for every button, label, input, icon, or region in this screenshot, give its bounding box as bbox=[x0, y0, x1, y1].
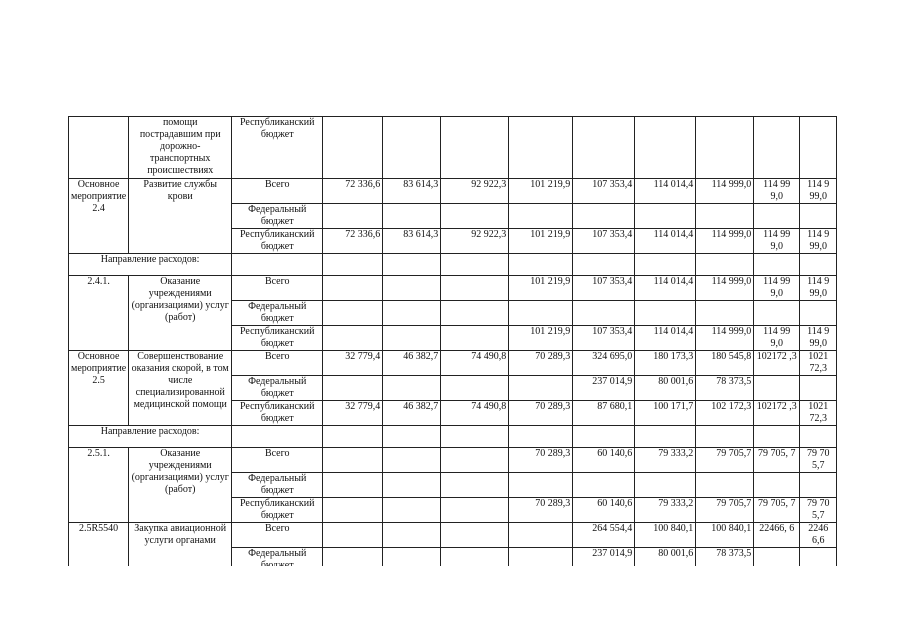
value-cell: 237 014,9 bbox=[573, 376, 635, 401]
event-name: Оказание учреждениями (организациями) услуг (работ) bbox=[129, 448, 232, 523]
page-bottom-margin bbox=[0, 566, 905, 640]
table-cell bbox=[800, 254, 837, 276]
value-cell: 87 680,1 bbox=[573, 401, 635, 426]
value-cell bbox=[441, 204, 509, 229]
value-cell bbox=[383, 204, 441, 229]
event-code: 2.5.1. bbox=[69, 448, 129, 523]
value-cell: 107 353,4 bbox=[573, 179, 635, 204]
value-cell bbox=[800, 301, 837, 326]
value-cell bbox=[696, 473, 754, 498]
value-cell bbox=[696, 301, 754, 326]
value-cell bbox=[383, 498, 441, 523]
funding-source: Всего bbox=[232, 523, 323, 548]
value-cell bbox=[323, 117, 383, 179]
table-cell bbox=[232, 254, 323, 276]
value-cell: 22466, 6 bbox=[754, 523, 800, 548]
value-cell: 80 001,6 bbox=[635, 548, 696, 573]
table-cell bbox=[573, 254, 635, 276]
value-cell: 72 336,6 bbox=[323, 179, 383, 204]
value-cell bbox=[441, 473, 509, 498]
budget-table bbox=[68, 116, 837, 573]
value-cell: 79 705, 7 bbox=[754, 498, 800, 523]
value-cell: 83 614,3 bbox=[383, 229, 441, 254]
value-cell: 101 219,9 bbox=[509, 276, 573, 301]
value-cell bbox=[323, 473, 383, 498]
event-code bbox=[69, 117, 129, 179]
direction-label: Направление расходов: bbox=[69, 426, 232, 448]
value-cell: 114 999,0 bbox=[696, 326, 754, 351]
event-code: 2.4.1. bbox=[69, 276, 129, 351]
value-cell bbox=[441, 301, 509, 326]
value-cell: 78 373,5 bbox=[696, 548, 754, 573]
event-name: помощи пострадавшим при дорожно-транспортных происшествиях bbox=[129, 117, 232, 179]
value-cell bbox=[573, 301, 635, 326]
funding-source: Всего bbox=[232, 351, 323, 376]
value-cell bbox=[323, 376, 383, 401]
value-cell bbox=[441, 376, 509, 401]
value-cell bbox=[800, 376, 837, 401]
value-cell: 32 779,4 bbox=[323, 351, 383, 376]
value-cell: 101 219,9 bbox=[509, 179, 573, 204]
value-cell bbox=[509, 301, 573, 326]
event-code: Основное мероприятие 2.5 bbox=[69, 351, 129, 426]
value-cell: 107 353,4 bbox=[573, 326, 635, 351]
table-row bbox=[69, 254, 837, 276]
value-cell bbox=[441, 448, 509, 473]
value-cell: 107 353,4 bbox=[573, 229, 635, 254]
value-cell: 60 140,6 bbox=[573, 498, 635, 523]
value-cell bbox=[441, 326, 509, 351]
value-cell bbox=[323, 523, 383, 548]
value-cell bbox=[800, 204, 837, 229]
value-cell: 70 289,3 bbox=[509, 351, 573, 376]
funding-source: Федеральный бюджет bbox=[232, 376, 323, 401]
value-cell: 80 001,6 bbox=[635, 376, 696, 401]
funding-source: Всего bbox=[232, 448, 323, 473]
value-cell: 114 9 99,0 bbox=[800, 229, 837, 254]
table-cell bbox=[441, 254, 509, 276]
value-cell: 114 9 99,0 bbox=[800, 326, 837, 351]
value-cell: 102 172,3 bbox=[696, 401, 754, 426]
table-row bbox=[69, 426, 837, 448]
value-cell bbox=[754, 376, 800, 401]
value-cell bbox=[696, 204, 754, 229]
value-cell: 1021 72,3 bbox=[800, 401, 837, 426]
funding-source: Республиканский бюджет bbox=[232, 401, 323, 426]
value-cell: 79 705, 7 bbox=[754, 448, 800, 473]
value-cell: 46 382,7 bbox=[383, 401, 441, 426]
funding-source: Всего bbox=[232, 276, 323, 301]
table-row bbox=[69, 351, 837, 376]
value-cell bbox=[754, 204, 800, 229]
value-cell bbox=[754, 301, 800, 326]
value-cell bbox=[635, 473, 696, 498]
value-cell bbox=[383, 301, 441, 326]
value-cell bbox=[696, 117, 754, 179]
value-cell: 114 999,0 bbox=[696, 179, 754, 204]
value-cell bbox=[383, 276, 441, 301]
value-cell bbox=[509, 117, 573, 179]
value-cell bbox=[509, 204, 573, 229]
table-cell bbox=[323, 254, 383, 276]
value-cell bbox=[509, 376, 573, 401]
value-cell: 114 99 9,0 bbox=[754, 276, 800, 301]
event-code: Основное мероприятие 2.4 bbox=[69, 179, 129, 254]
value-cell: 46 382,7 bbox=[383, 351, 441, 376]
value-cell: 107 353,4 bbox=[573, 276, 635, 301]
value-cell bbox=[441, 498, 509, 523]
table-cell bbox=[509, 254, 573, 276]
value-cell: 79 705,7 bbox=[696, 448, 754, 473]
event-name: Закупка авиационной услуги органами bbox=[129, 523, 232, 573]
value-cell: 79 70 5,7 bbox=[800, 498, 837, 523]
value-cell: 83 614,3 bbox=[383, 179, 441, 204]
value-cell: 79 333,2 bbox=[635, 498, 696, 523]
value-cell: 324 695,0 bbox=[573, 351, 635, 376]
value-cell: 100 171,7 bbox=[635, 401, 696, 426]
funding-source: Федеральный бюджет bbox=[232, 204, 323, 229]
value-cell: 102172 ,3 bbox=[754, 351, 800, 376]
table-cell bbox=[383, 254, 441, 276]
value-cell: 2246 6,6 bbox=[800, 523, 837, 548]
value-cell: 114 99 9,0 bbox=[754, 179, 800, 204]
value-cell: 180 545,8 bbox=[696, 351, 754, 376]
value-cell bbox=[323, 204, 383, 229]
table-cell bbox=[323, 426, 383, 448]
value-cell: 92 922,3 bbox=[441, 179, 509, 204]
value-cell: 101 219,9 bbox=[509, 229, 573, 254]
value-cell bbox=[441, 276, 509, 301]
value-cell: 70 289,3 bbox=[509, 401, 573, 426]
funding-source: Республиканский бюджет bbox=[232, 117, 323, 179]
table-row bbox=[69, 523, 837, 548]
table-cell bbox=[696, 426, 754, 448]
value-cell bbox=[383, 523, 441, 548]
value-cell: 101 219,9 bbox=[509, 326, 573, 351]
value-cell bbox=[383, 117, 441, 179]
funding-source: Всего bbox=[232, 179, 323, 204]
table-cell bbox=[800, 426, 837, 448]
value-cell: 114 014,4 bbox=[635, 326, 696, 351]
value-cell: 114 999,0 bbox=[696, 276, 754, 301]
direction-label: Направление расходов: bbox=[69, 254, 232, 276]
value-cell bbox=[573, 473, 635, 498]
value-cell: 74 490,8 bbox=[441, 351, 509, 376]
table-cell bbox=[635, 254, 696, 276]
value-cell: 102172 ,3 bbox=[754, 401, 800, 426]
value-cell: 114 99 9,0 bbox=[754, 229, 800, 254]
value-cell: 100 840,1 bbox=[696, 523, 754, 548]
value-cell: 114 99 9,0 bbox=[754, 326, 800, 351]
value-cell: 32 779,4 bbox=[323, 401, 383, 426]
value-cell bbox=[573, 117, 635, 179]
value-cell bbox=[323, 498, 383, 523]
value-cell: 114 9 99,0 bbox=[800, 276, 837, 301]
value-cell bbox=[383, 473, 441, 498]
funding-source: Федеральный бюджет bbox=[232, 301, 323, 326]
event-code: 2.5R5540 bbox=[69, 523, 129, 573]
table-cell bbox=[441, 426, 509, 448]
value-cell bbox=[383, 448, 441, 473]
value-cell bbox=[441, 117, 509, 179]
event-name: Совершенствование оказания скорой, в том числе специализированной медицинской помощи bbox=[129, 351, 232, 426]
value-cell: 180 173,3 bbox=[635, 351, 696, 376]
event-name: Развитие службы крови bbox=[129, 179, 232, 254]
value-cell: 79 705,7 bbox=[696, 498, 754, 523]
table-row bbox=[69, 117, 837, 179]
value-cell: 114 9 99,0 bbox=[800, 179, 837, 204]
value-cell bbox=[573, 204, 635, 229]
funding-source: Республиканский бюджет bbox=[232, 229, 323, 254]
table-cell bbox=[754, 426, 800, 448]
value-cell: 114 999,0 bbox=[696, 229, 754, 254]
value-cell: 79 70 5,7 bbox=[800, 448, 837, 473]
value-cell: 114 014,4 bbox=[635, 229, 696, 254]
table-cell bbox=[509, 426, 573, 448]
table-cell bbox=[573, 426, 635, 448]
table-cell bbox=[754, 254, 800, 276]
funding-source: Республиканский бюджет bbox=[232, 498, 323, 523]
value-cell: 92 922,3 bbox=[441, 229, 509, 254]
value-cell: 72 336,6 bbox=[323, 229, 383, 254]
value-cell: 237 014,9 bbox=[573, 548, 635, 573]
value-cell bbox=[800, 117, 837, 179]
value-cell: 114 014,4 bbox=[635, 276, 696, 301]
table-cell bbox=[635, 426, 696, 448]
value-cell bbox=[754, 473, 800, 498]
value-cell bbox=[323, 276, 383, 301]
value-cell bbox=[323, 301, 383, 326]
value-cell bbox=[323, 448, 383, 473]
value-cell bbox=[323, 326, 383, 351]
event-name: Оказание учреждениями (организациями) услуг (работ) bbox=[129, 276, 232, 351]
value-cell: 78 373,5 bbox=[696, 376, 754, 401]
value-cell bbox=[800, 473, 837, 498]
value-cell: 1021 72,3 bbox=[800, 351, 837, 376]
funding-source: Федеральный бюджет bbox=[232, 473, 323, 498]
value-cell bbox=[383, 326, 441, 351]
table-cell bbox=[232, 426, 323, 448]
funding-source: Федеральный bbox=[232, 548, 323, 573]
value-cell: 79 333,2 bbox=[635, 448, 696, 473]
value-cell bbox=[635, 301, 696, 326]
value-cell bbox=[509, 473, 573, 498]
value-cell: 264 554,4 bbox=[573, 523, 635, 548]
value-cell: 100 840,1 bbox=[635, 523, 696, 548]
table-cell bbox=[383, 426, 441, 448]
value-cell: 114 014,4 bbox=[635, 179, 696, 204]
value-cell bbox=[509, 523, 573, 548]
value-cell: 60 140,6 bbox=[573, 448, 635, 473]
value-cell bbox=[383, 376, 441, 401]
table-cell bbox=[696, 254, 754, 276]
value-cell: 74 490,8 bbox=[441, 401, 509, 426]
value-cell: 70 289,3 bbox=[509, 498, 573, 523]
table-row bbox=[69, 448, 837, 473]
value-cell bbox=[635, 204, 696, 229]
value-cell bbox=[754, 117, 800, 179]
table-row bbox=[69, 276, 837, 301]
funding-source: Республиканский бюджет bbox=[232, 326, 323, 351]
value-cell: 70 289,3 bbox=[509, 448, 573, 473]
table-row bbox=[69, 179, 837, 204]
value-cell bbox=[635, 117, 696, 179]
value-cell bbox=[441, 523, 509, 548]
